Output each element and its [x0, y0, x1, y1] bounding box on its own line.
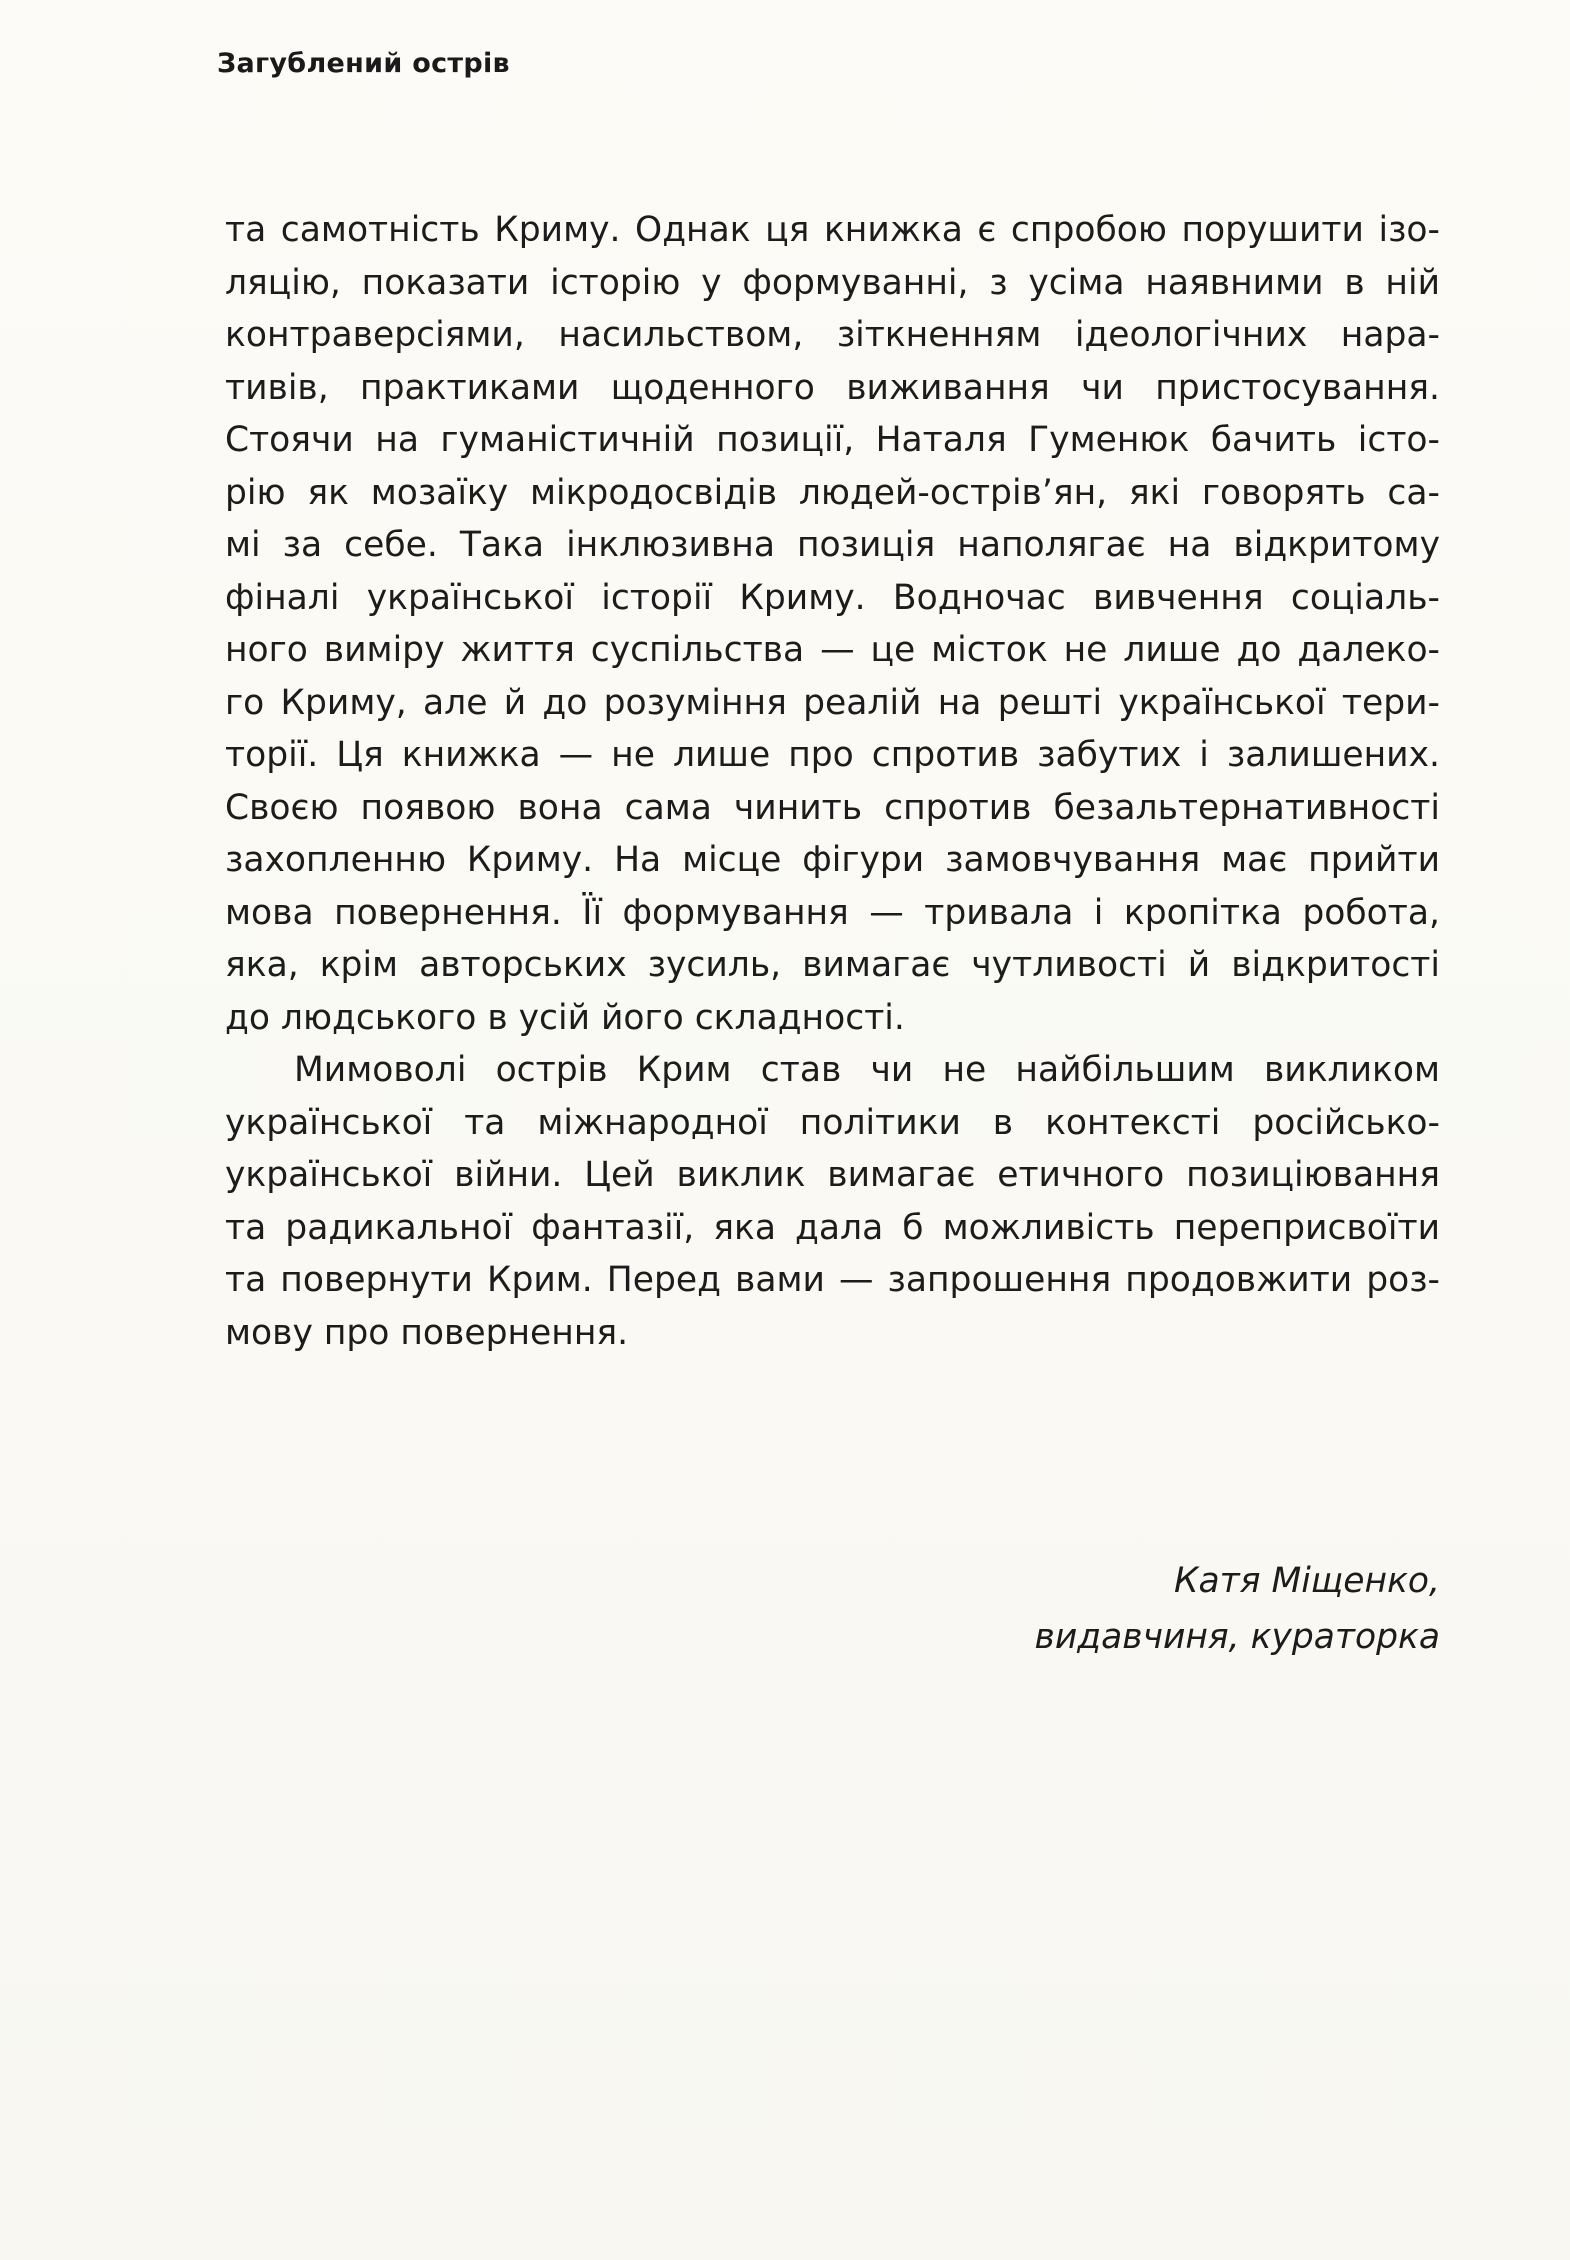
paragraph-2	[225, 1044, 1440, 1359]
text-line: тивів, практиками щоденного виживання чи пристосування.	[225, 367, 1440, 408]
text-line: та радикальної фантазії, яка дала б можливість переприсвоїти	[225, 1207, 1440, 1248]
text-line: Своєю появою вона сама чинить спротив безальтернативності	[225, 787, 1440, 828]
text-line: фіналі української історії Криму. Водночас вивчення соціаль-	[225, 577, 1440, 618]
text-line: мова повернення. Її формування — тривала і кропітка робота,	[225, 892, 1440, 933]
running-head: Загублений острів	[217, 48, 510, 79]
text-line: го Криму, але й до розуміння реалій на решті української тери-	[225, 682, 1440, 723]
text-line: Стоячи на гуманістичній позиції, Наталя Гуменюк бачить істо-	[225, 420, 1440, 460]
text-line: мі за себе. Така інклюзивна позиція наполягає на відкритому	[225, 525, 1440, 565]
text-line: української та міжнародної політики в контексті російсько-	[225, 1102, 1440, 1143]
text-line: та самотність Криму. Однак ця книжка є спробою порушити ізо-	[225, 210, 1440, 250]
text-line: рію як мозаїку мікродосвідів людей-острів’ян, які говорять са-	[225, 472, 1440, 513]
paragraph-1	[225, 204, 1440, 1044]
text-line: контраверсіями, насильством, зіткненням ідеологічних нара-	[225, 315, 1440, 355]
signature-block	[1034, 1553, 1440, 1665]
text-line: та повернути Крим. Перед вами — запрошення продовжити роз-	[225, 1260, 1440, 1300]
text-line: української війни. Цей виклик вимагає етичного позиціювання	[225, 1155, 1440, 1195]
text-line: ного виміру життя суспільства — це місток не лише до далеко-	[225, 630, 1440, 670]
signature-role: видавчиня, кураторка	[1034, 1617, 1440, 1657]
text-line: торії. Ця книжка — не лише про спротив забутих і залишених.	[225, 735, 1440, 775]
text-line: до людського в усій його складності.	[225, 997, 905, 1038]
text-line: мову про повернення.	[225, 1312, 629, 1353]
text-line: Мимоволі острів Крим став чи не найбільшим викликом	[294, 1050, 1440, 1090]
text-line: ляцію, показати історію у формуванні, з усіма наявними в ній	[225, 262, 1440, 303]
text-line: захопленню Криму. На місце фігури замовчування має прийти	[225, 840, 1440, 880]
text-line: яка, крім авторських зусиль, вимагає чутливості й відкритості	[225, 945, 1440, 985]
body-text	[225, 204, 1440, 1359]
signature-name: Катя Міщенко,	[1174, 1561, 1440, 1601]
